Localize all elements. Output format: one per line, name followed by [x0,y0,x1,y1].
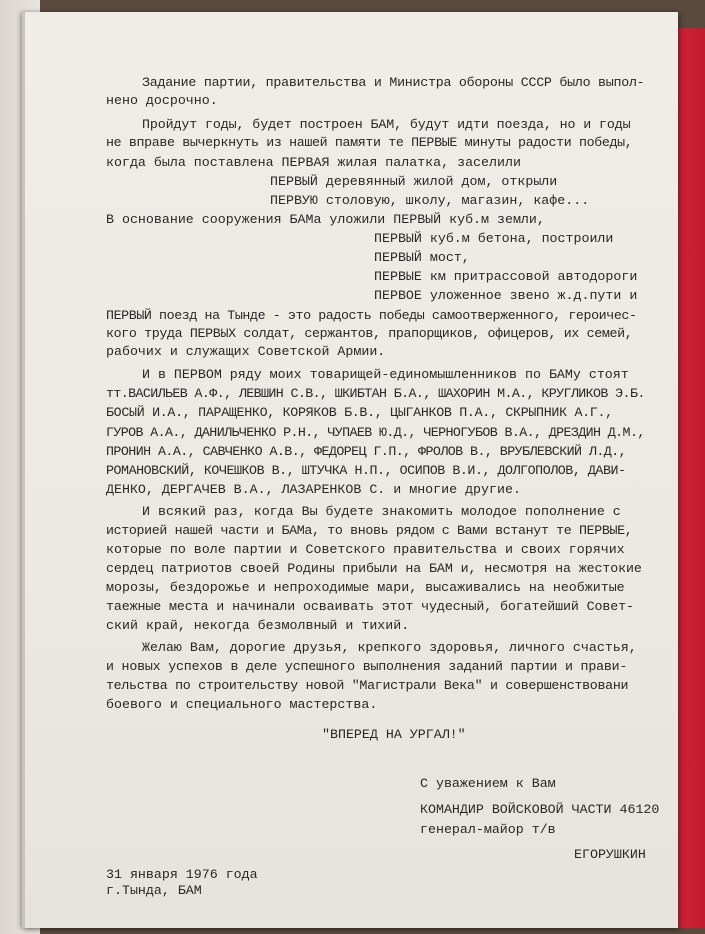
text-line: ПЕРВЫЙ поезд на Тынде - это радость победы самоотверженного, героичес- [106,308,637,323]
text-line: Задание партии, правительства и Министра обороны СССР было выпол- [142,75,645,90]
text-line: БОСЫЙ И.А., ПАРАЩЕНКО, КОРЯКОВ Б.В., ЦЫГАНКОВ П.А., СКРЫПНИК А.Г., [106,405,613,420]
signature-name: ЕГОРУШКИН [574,847,646,862]
text-line: ДЕНКО, ДЕРГАЧЕВ В.А., ЛАЗАРЕНКОВ С. и многие другие. [106,482,521,497]
text-line: РОМАНОВСКИЙ, КОЧЕШКОВ В., ШТУЧКА Н.П., ОСИПОВ В.И., ДОЛГОПОЛОВ, ДАВИ- [106,463,626,478]
text-line: рабочих и служащих Советской Армии. [106,344,386,359]
signature-rank: генерал-майор т/в [420,822,556,837]
text-line: ПЕРВЫЕ км притрассовой автодороги [374,269,638,284]
text-line: ПРОНИН А.А., САВЧЕНКО А.В., ФЕДОРЕЦ Г.П., ФРОЛОВ В., ВРУБЛЕВСКИЙ Л.Д., [106,444,627,459]
text-line: не вправе вычеркнуть из нашей памяти те ПЕРВЫЕ минуты радости победы, [106,135,633,150]
page-fold-shadow [22,12,25,928]
text-line: сердец патриотов своей Родины прибыли на БАМ и, несмотря на жестокие [106,561,642,576]
text-line: В основание сооружения БАМа уложили ПЕРВЫЙ куб.м земли, [106,212,545,227]
text-line: И в ПЕРВОМ ряду моих товарищей-единомышленников по БАМу стоят [142,367,629,382]
text-line: ПЕРВОЕ уложенное звено ж.д.пути и [374,288,638,303]
text-line: ский край, некогда безмолвный и тихий. [106,618,410,633]
text-line: тельства по строительству новой "Магистрали Века" и совершенствовани [106,678,629,693]
letter-date: 31 января 1976 года [106,867,258,882]
slogan: "ВПЕРЕД НА УРГАЛ!" [322,727,466,742]
text-line: ПЕРВЫЙ деревянный жилой дом, открыли [270,174,558,189]
text-line: И всякий раз, когда Вы будете знакомить молодое пополнение с [142,504,621,519]
text-line: которые по воле партии и Советского правительства и своих горячих [106,542,625,557]
text-line: ПЕРВУЮ столовую, школу, магазин, кафе... [270,193,590,208]
letter-place: г.Тында, БАМ [106,883,202,898]
signature-title: КОМАНДИР ВОЙСКОВОЙ ЧАСТИ 46120 [420,802,660,817]
text-line: ГУРОВ А.А., ДАНИЛЬЧЕНКО Р.Н., ЧУПАЕВ Ю.Д., ЧЕРНОГУБОВ В.А., ДРЕЗДИН Д.М., [106,425,645,440]
text-line: тт.ВАСИЛЬЕВ А.Ф., ЛЕВШИН С.В., ШКИБТАН Б.А., ШАХОРИН М.А., КРУГЛИКОВ Э.Б. [106,386,645,401]
closing-line: С уважением к Вам [420,776,556,791]
text-line: нено досрочно. [106,93,218,108]
text-line: морозы, бездорожье и непроходимые мари, высаживались на необжитые [106,580,625,595]
text-line: кого труда ПЕРВЫХ солдат, сержантов, прапорщиков, офицеров, их семей, [106,326,633,341]
text-line: ПЕРВЫЙ мост, [374,250,470,265]
text-line: Пройдут годы, будет построен БАМ, будут идти поезда, но и годы [142,117,631,132]
text-line: и новых успехов в деле успешного выполнения заданий партии и прави- [106,659,628,674]
text-line: Желаю Вам, дорогие друзья, крепкого здоровья, личного счастья, [142,640,637,655]
text-line: когда была поставлена ПЕРВАЯ жилая палатка, заселили [106,155,521,170]
text-line: таежные места и начинали осваивать этот чудесный, богатейший Совет- [106,599,634,614]
text-line: ПЕРВЫЙ куб.м бетона, построили [374,231,614,246]
text-line: историей нашей части и БАМа, то вновь рядом с Вами встанут те ПЕРВЫЕ, [106,523,633,538]
text-line: боевого и специального мастерства. [106,697,378,712]
